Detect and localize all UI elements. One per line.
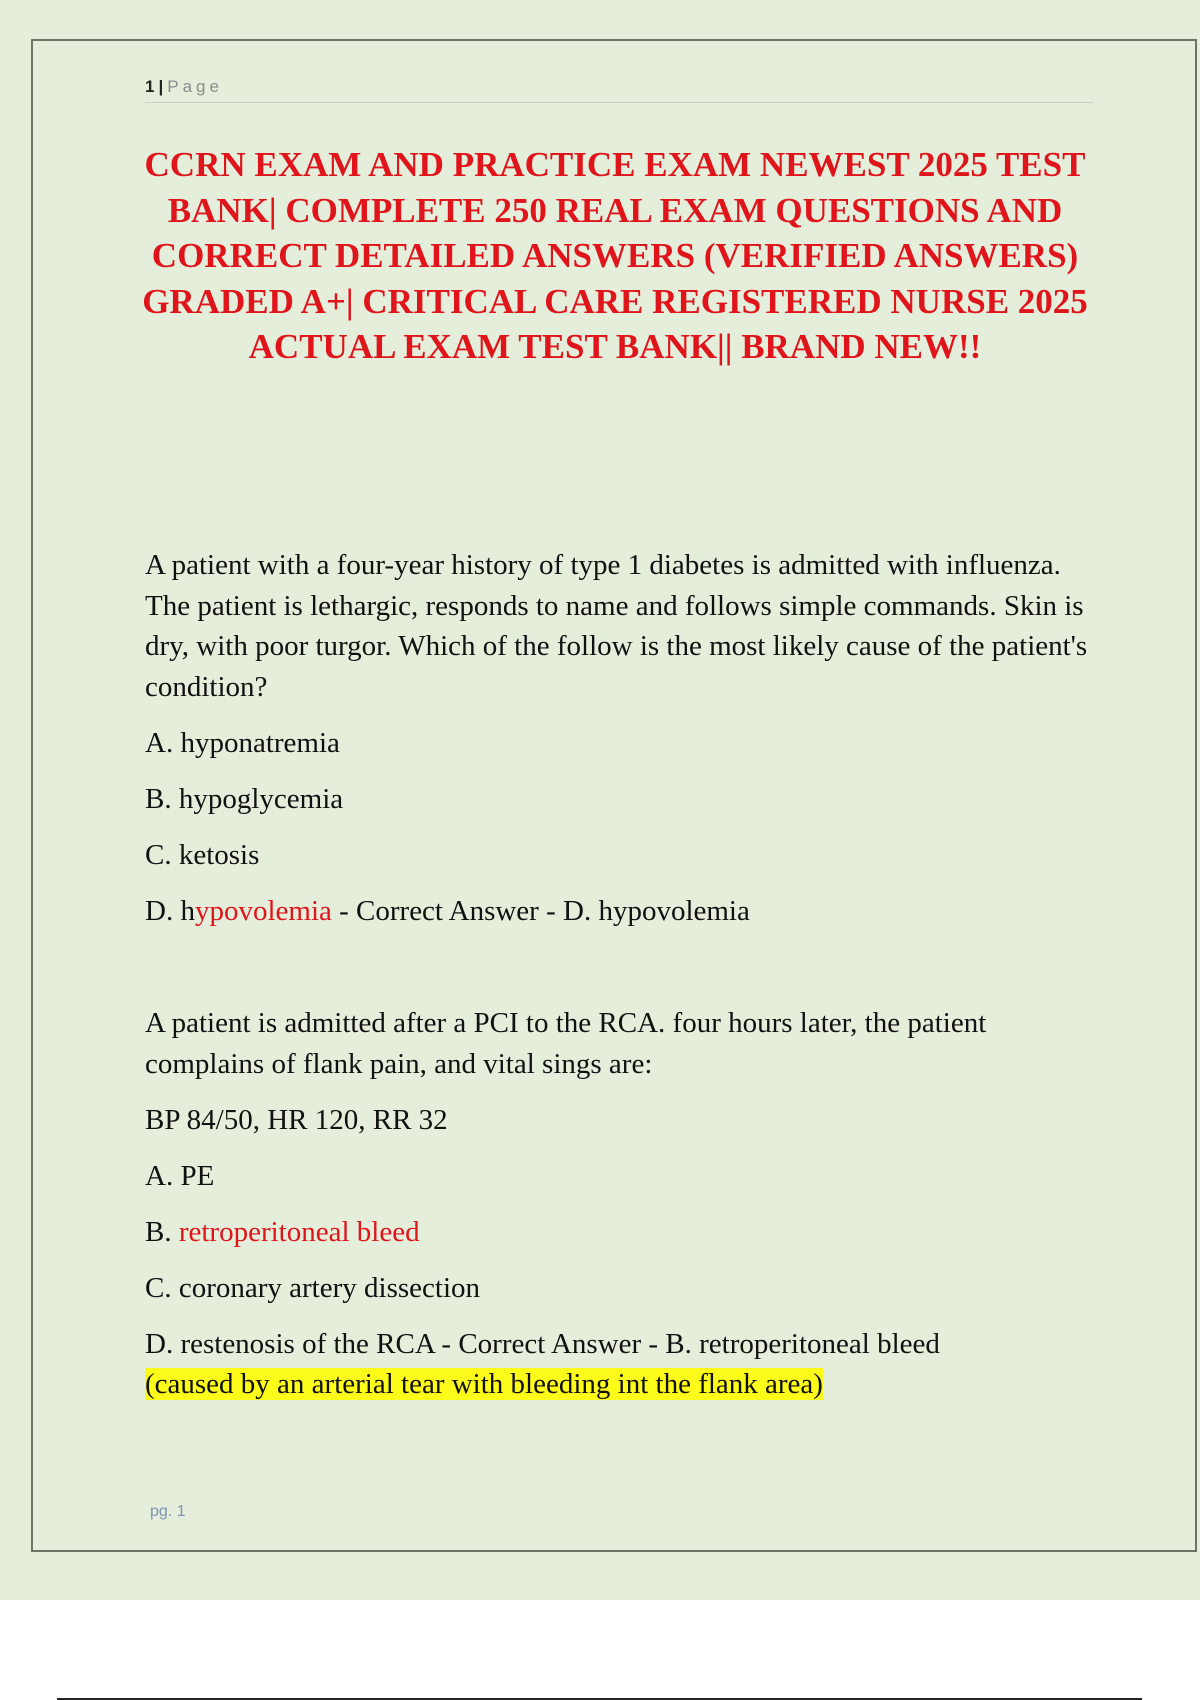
question-1 bbox=[145, 545, 1105, 931]
option-c: C. ketosis bbox=[145, 839, 260, 871]
option-c: C. coronary artery dissection bbox=[145, 1272, 481, 1304]
option-a: A. PE bbox=[145, 1160, 215, 1192]
header-separator: | bbox=[158, 77, 164, 96]
option-d-highlight: ypovolemia bbox=[194, 895, 332, 927]
page-footer: pg. 1 bbox=[150, 1503, 186, 1520]
option-a: A. hyponatremia bbox=[145, 727, 340, 759]
header-page-number: 1 bbox=[145, 77, 155, 96]
header-page-word: Page bbox=[167, 77, 223, 96]
vital-signs: BP 84/50, HR 120, RR 32 bbox=[145, 1104, 448, 1136]
option-b-prefix: B. bbox=[145, 1216, 179, 1248]
option-d-with-answer bbox=[145, 1324, 1105, 1404]
answer-explanation: (caused by an arterial tear with bleeding int the flank area) bbox=[145, 1368, 823, 1400]
option-b: B. hypoglycemia bbox=[145, 783, 344, 815]
option-d-with-answer bbox=[145, 891, 1105, 931]
question-stem: A patient is admitted after a PCI to the RCA. four hours later, the patient complains of flank pain, and vital sings are: bbox=[145, 1007, 987, 1080]
page-header bbox=[145, 74, 1093, 103]
option-b-highlight: retroperitoneal bleed bbox=[178, 1216, 420, 1248]
question-2 bbox=[145, 1003, 1105, 1404]
correct-answer: - Correct Answer - D. hypovolemia bbox=[331, 895, 750, 927]
correct-answer: D. restenosis of the RCA - Correct Answer - B. retroperitoneal bleed bbox=[145, 1328, 940, 1360]
option-b bbox=[145, 1212, 1105, 1252]
question-stem: A patient with a four-year history of type 1 diabetes is admitted with influenza. The patient is lethargic, responds to name and follows simple commands. Skin is dry, with poor turgor. Which of the follow is the most likely cause of the patient's condition? bbox=[145, 549, 1088, 703]
document-title: CCRN EXAM AND PRACTICE EXAM NEWEST 2025 TEST BANK| COMPLETE 250 REAL EXAM QUESTIONS AND CORRECT DETAILED ANSWERS (VERIFIED ANSWERS) GRADED A+| CRITICAL CARE REGISTERED NURSE 2025 ACTUAL EXAM TEST BANK|| BRAND NEW!! bbox=[142, 145, 1088, 366]
option-d-prefix: D. h bbox=[145, 895, 195, 927]
